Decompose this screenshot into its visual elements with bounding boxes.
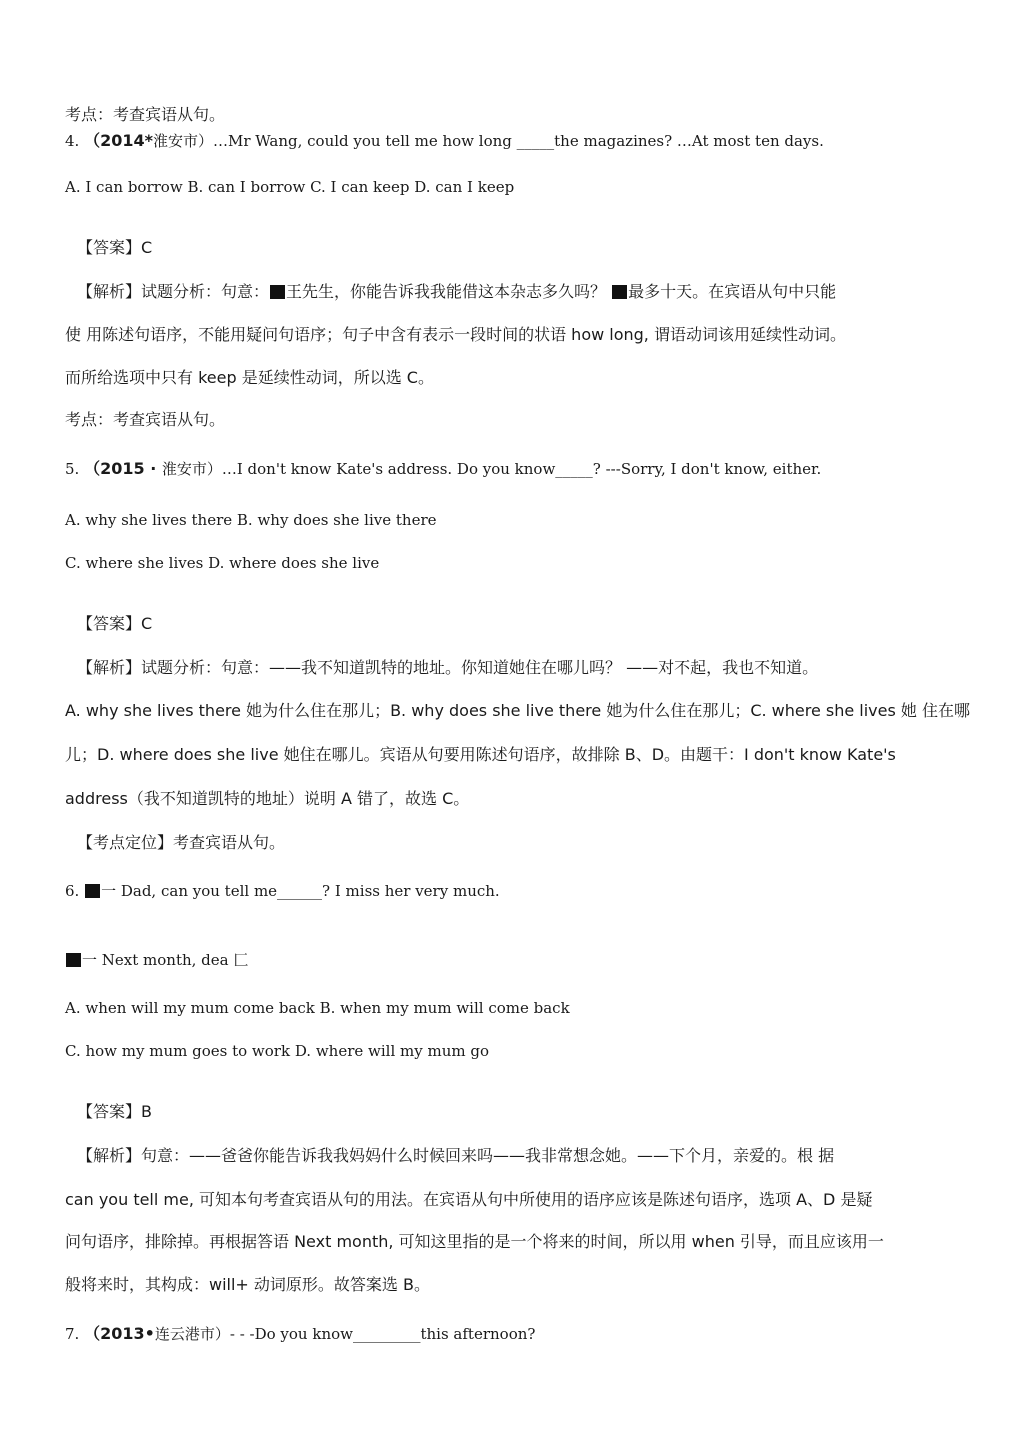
question-text: 淮安市）…I don't know Kate's address. Do you know_____? ---Sorry, I don't know, either. bbox=[161, 460, 822, 478]
answer-options: C. how my mum goes to work D. where will my mum go bbox=[65, 1042, 490, 1060]
analysis-line: address（我不知道凯特的地址）说明 A 错了，故选 C。 bbox=[65, 789, 470, 808]
question-7 bbox=[65, 1323, 535, 1345]
question-source: （2014* bbox=[84, 131, 153, 150]
black-square-mark bbox=[85, 884, 100, 898]
text-line: 考点：考查宾语从句。 bbox=[65, 410, 226, 429]
question-number: 6. bbox=[65, 882, 85, 900]
question-number: 5. bbox=[65, 460, 85, 478]
dialogue-text: 一 Next month, dea 匚 bbox=[82, 951, 249, 969]
text-line: 考点：考查宾语从句。 bbox=[65, 105, 226, 124]
analysis-line: 使 用陈述句语序，不能用疑问句语序；句子中含有表示一段时间的状语 how long, 谓语动词该用延续性动词。 bbox=[65, 325, 846, 344]
answer-options: C. where she lives D. where does she live bbox=[65, 554, 380, 572]
question-6 bbox=[65, 880, 500, 902]
question-text: 淮安市）…Mr Wang, could you tell me how long _____the magazines? …At most ten days. bbox=[153, 132, 824, 150]
answer-options: A. when will my mum come back B. when my mum will come back bbox=[65, 999, 570, 1017]
dialogue-line bbox=[65, 949, 248, 971]
analysis-line: can you tell me, 可知本句考查宾语从句的用法。在宾语从句中所使用的语序应该是陈述句语序，选项 A、D 是疑 bbox=[65, 1190, 873, 1209]
answer-options: A. I can borrow B. can I borrow C. I can keep D. can I keep bbox=[65, 178, 515, 196]
question-4 bbox=[65, 130, 824, 152]
question-number: 7. bbox=[65, 1325, 85, 1343]
analysis-line: 而所给选项中只有 keep 是延续性动词，所以选 C。 bbox=[65, 368, 434, 387]
answer-options: A. why she lives there B. why does she live there bbox=[65, 511, 437, 529]
analysis-line: A. why she lives there 她为什么住在那儿；B. why does she live there 她为什么住在那儿；C. where she lives 她 住在哪 bbox=[65, 701, 971, 720]
black-square-mark bbox=[66, 953, 81, 967]
answer-line: 【答案】C bbox=[77, 238, 153, 257]
analysis-line: 儿；D. where does she live 她住在哪儿。宾语从句要用陈述句语序，故排除 B、D。由题干：I don't know Kate's bbox=[65, 745, 896, 764]
answer-line: 【答案】C bbox=[77, 614, 153, 633]
question-text: 连云港市）- - -Do you know_________this afternoon? bbox=[154, 1325, 536, 1343]
question-number: 4. bbox=[65, 132, 85, 150]
answer-line: 【答案】B bbox=[77, 1102, 152, 1121]
text-line: 【考点定位】考查宾语从句。 bbox=[77, 833, 286, 852]
analysis-text: 王先生，你能告诉我我能借这本杂志多久吗？ bbox=[286, 282, 607, 301]
analysis-line: 【解析】试题分析：句意：——我不知道凯特的地址。你知道她住在哪儿吗？ ——对不起，我也不知道。 bbox=[77, 658, 819, 677]
analysis-text: 【解析】试题分析：句意： bbox=[77, 282, 270, 301]
analysis-line bbox=[77, 281, 836, 303]
black-square-mark bbox=[612, 285, 627, 299]
analysis-line: 般将来时，其构成：will+ 动词原形。故答案选 B。 bbox=[65, 1275, 430, 1294]
question-source: （2015 · bbox=[84, 459, 162, 478]
question-text: 一 Dad, can you tell me______? I miss her very much. bbox=[101, 882, 500, 900]
question-source: （2013• bbox=[84, 1324, 155, 1343]
question-5 bbox=[65, 458, 821, 480]
analysis-line: 【解析】句意：——爸爸你能告诉我我妈妈什么时候回来吗——我非常想念她。——下个月，亲爱的。根 据 bbox=[77, 1146, 835, 1165]
black-square-mark bbox=[270, 285, 285, 299]
analysis-line: 问句语序，排除掉。再根据答语 Next month, 可知这里指的是一个将来的时间，所以用 when 引导，而且应该用一 bbox=[65, 1232, 884, 1251]
analysis-text: 最多十天。在宾语从句中只能 bbox=[628, 282, 837, 301]
